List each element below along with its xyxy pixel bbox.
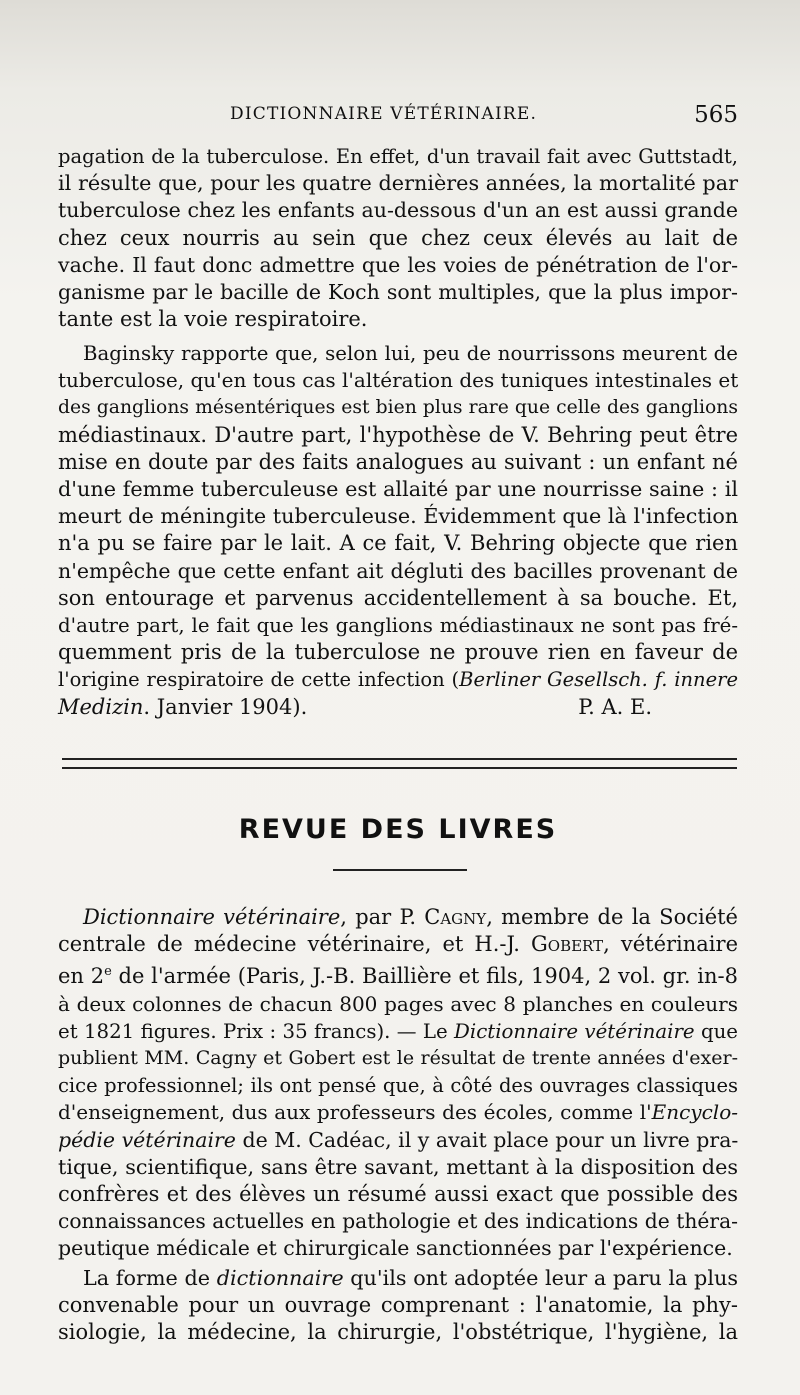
author-signature: P. A. E.	[578, 694, 652, 719]
text-line: n'empêche que cette enfant ait dégluti des bacilles provenant de	[58, 558, 738, 583]
text-segment: d'enseignement, dus aux professeurs des écoles, comme l'	[58, 1100, 652, 1125]
emphasis: dictionnaire	[216, 1266, 344, 1290]
text-line	[58, 1127, 738, 1154]
text-line: il résulte que, pour les quatre dernières années, la mortalité par	[58, 171, 738, 196]
book-title: pédie vétérinaire	[58, 1127, 236, 1152]
text-line	[58, 666, 738, 693]
text-segment: que	[694, 1019, 738, 1043]
text-segment: , par P.	[340, 905, 425, 929]
text-line: n'a pu se faire par le lait. A ce fait, V. Behring objecte que rien	[58, 531, 738, 556]
text-line: meurt de méningite tuberculeuse. Évidemment que là l'infection	[58, 504, 739, 529]
text-line: Baginsky rapporte que, selon lui, peu de nourrissons meurent de	[83, 342, 738, 365]
text-line	[58, 1018, 738, 1045]
text-line: confrères et des élèves un résumé aussi exact que possible des	[58, 1182, 738, 1207]
text-line	[58, 931, 738, 958]
text-line: quemment pris de la tuberculose ne prouve rien en faveur de	[58, 640, 738, 665]
text-line: médiastinaux. D'autre part, l'hypothèse de V. Behring peut être	[58, 422, 738, 447]
text-line: des ganglions mésentériques est bien plus rare que celle des ganglions	[58, 397, 738, 419]
text-line: pagation de la tuberculose. En effet, d'un travail fait avec Guttstadt,	[58, 145, 738, 168]
paragraph-review-dictionnaire	[58, 904, 738, 1263]
section-title: REVUE DES LIVRES	[238, 814, 558, 845]
text-segment: qu'ils ont adoptée leur a paru la plus	[343, 1266, 738, 1290]
text-line	[58, 1099, 738, 1126]
text-line: mise en doute par des faits analogues au suivant : un enfant né	[58, 449, 738, 474]
text-segment: , membre de la Société	[486, 905, 738, 929]
citation-end	[58, 694, 307, 721]
text-segment: centrale de médecine vétérinaire, et H.-J.	[58, 932, 532, 957]
section-divider	[62, 758, 737, 769]
text-segment: . Janvier 1904).	[143, 694, 308, 719]
text-segment: , vétérinaire	[603, 932, 738, 957]
paragraph-baginsky	[58, 340, 738, 721]
text-line: peutique médicale et chirurgicale sanctionnées par l'expérience.	[58, 1236, 733, 1261]
text-line: connaissances actuelles en pathologie et des indications de théra-	[58, 1209, 738, 1234]
text-line: vache. Il faut donc admettre que les voies de pénétration de l'or-	[58, 252, 738, 277]
text-segment: de l'armée (Paris, J.-B. Baillière et fils, 1904, 2 vol. gr. in-8	[111, 964, 738, 989]
text-line: cice professionnel; ils ont pensé que, à côté des ouvrages classiques	[58, 1074, 738, 1098]
book-title: Dictionnaire vétérinaire	[83, 905, 341, 929]
superscript: e	[104, 964, 112, 980]
journal-citation-end: Medizin	[58, 694, 144, 719]
paragraph-review-forme	[58, 1265, 738, 1347]
text-line: chez ceux nourris au sein que chez ceux élevés au lait de	[58, 225, 738, 250]
text-line: tuberculose, qu'en tous cas l'altération des tuniques intestinales et	[58, 368, 739, 393]
text-line: tique, scientifique, sans être savant, mettant à la disposition des	[58, 1154, 738, 1179]
text-line	[58, 958, 738, 990]
text-line: tante est la voie respiratoire.	[58, 307, 368, 332]
text-line: publient MM. Cagny et Gobert est le résultat de trente années d'exer-	[58, 1047, 738, 1070]
journal-citation: Berliner Gesellsch. f. innere	[459, 668, 738, 692]
text-line: siologie, la médecine, la chirurgie, l'obstétrique, l'hygiène, la	[58, 1320, 738, 1345]
text-line: à deux colonnes de chacun 800 pages avec 8 planches en couleurs	[58, 991, 738, 1016]
text-line: ganisme par le bacille de Koch sont multiples, que la plus impor-	[58, 280, 738, 305]
text-segment: de M. Cadéac, il y avait place pour un livre pra-	[235, 1127, 739, 1152]
text-segment: et 1821 figures. Prix : 35 francs). — Le	[58, 1019, 455, 1043]
title-underline	[333, 869, 467, 871]
text-line: tuberculose chez les enfants au-dessous d'un an est aussi grande	[58, 198, 738, 223]
book-title: Dictionnaire vétérinaire	[454, 1019, 695, 1043]
text-line: convenable pour un ouvrage comprenant : l'anatomie, la phy-	[58, 1293, 738, 1318]
text-line	[58, 904, 738, 931]
author-name: Gobert	[531, 932, 604, 957]
text-segment: La forme de	[83, 1266, 217, 1290]
text-segment: l'origine respiratoire de cette infection (	[58, 668, 460, 692]
running-title: DICTIONNAIRE VÉTÉRINAIRE.	[230, 104, 538, 124]
text-line: d'autre part, le fait que les ganglions médiastinaux ne sont pas fré-	[58, 614, 738, 638]
text-segment: en 2	[58, 964, 105, 989]
text-line	[58, 1265, 738, 1292]
running-header	[60, 104, 740, 132]
text-line: d'une femme tuberculeuse est allaité par une nourrisse saine : il	[58, 477, 738, 502]
book-title: Encyclo-	[651, 1100, 738, 1125]
paragraph-tuberculosis-propagation	[58, 143, 738, 333]
author-name: Cagny	[424, 905, 487, 929]
text-line: son entourage et parvenus accidentellement à sa bouche. Et,	[58, 585, 738, 610]
citation-signature-line	[58, 694, 738, 721]
page-number: 565	[694, 102, 738, 128]
